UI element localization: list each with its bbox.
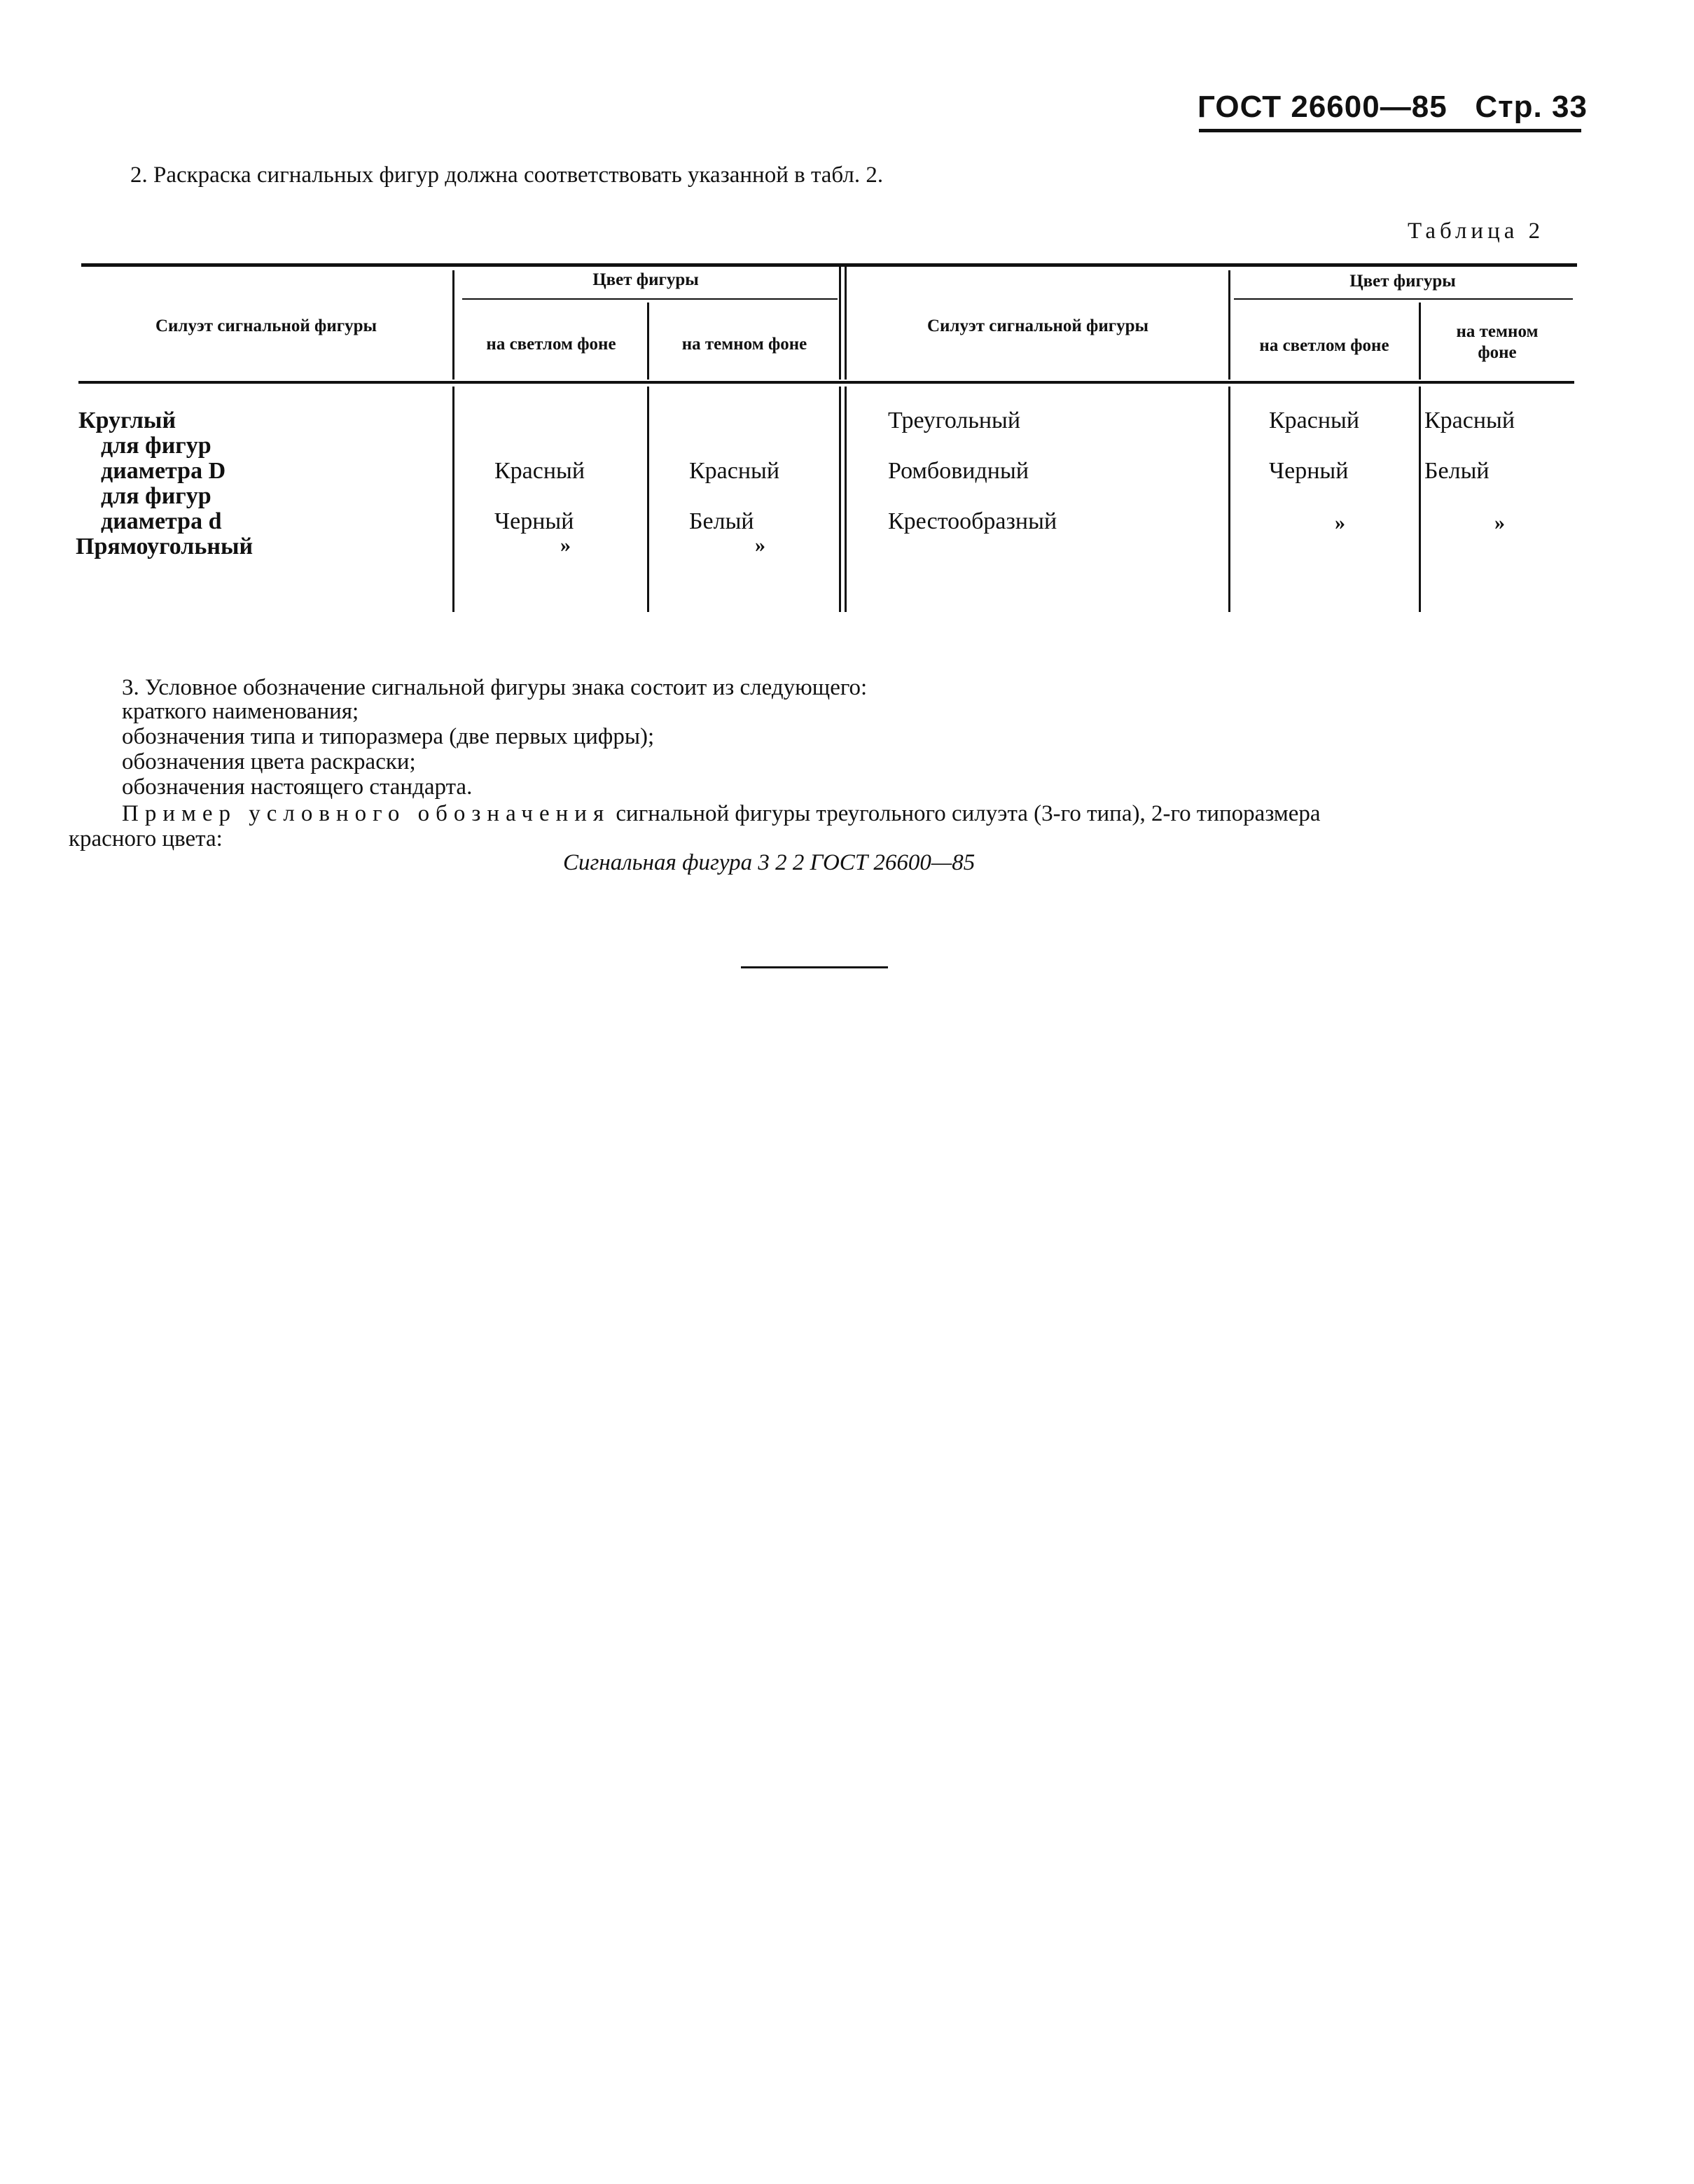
right-light-ditto: »	[1335, 511, 1345, 534]
shape-round-sub: для фигур	[101, 483, 211, 509]
example-continuation: красного цвета:	[69, 826, 223, 851]
vrule	[1228, 270, 1230, 380]
header-light-left: на светлом фоне	[486, 335, 616, 354]
vrule	[452, 387, 454, 612]
left-light-ditto: »	[560, 534, 571, 557]
shape-round-sub: диаметра d	[101, 508, 222, 534]
right-light-color: Красный	[1269, 408, 1360, 433]
example-text: сигнальной фигуры треугольного силуэта (3-го типа), 2-го типоразмера	[610, 801, 1321, 826]
left-dark-color: Белый	[689, 508, 754, 534]
vrule	[839, 387, 841, 612]
left-light-color: Черный	[494, 508, 574, 534]
vrule	[1228, 387, 1230, 612]
header-color-left: Цвет фигуры	[592, 270, 699, 289]
header-light-right: на светлом фоне	[1259, 336, 1389, 355]
shape-round: Круглый	[78, 408, 176, 433]
vrule	[647, 387, 649, 612]
vrule	[1419, 302, 1421, 380]
header-silhouette-left: Силуэт сигнальной фигуры	[155, 317, 377, 335]
list-item: обозначения цвета раскраски;	[122, 749, 416, 774]
header-dark-left: на темном фоне	[681, 335, 807, 354]
vrule	[845, 266, 847, 380]
table-header-rule	[78, 381, 1574, 384]
shape-rhombic: Ромбовидный	[888, 458, 1029, 484]
vrule	[452, 270, 454, 380]
shape-triangular: Треугольный	[888, 408, 1021, 433]
color-header-rule-left	[462, 298, 838, 300]
left-dark-color: Красный	[689, 458, 780, 484]
vrule	[647, 302, 649, 380]
vrule	[1419, 387, 1421, 612]
vrule	[839, 266, 841, 380]
right-dark-color: Белый	[1424, 458, 1490, 484]
right-light-color: Черный	[1269, 458, 1349, 484]
end-rule	[741, 966, 888, 968]
shape-rectangular: Прямоугольный	[76, 534, 254, 559]
right-dark-color: Красный	[1424, 408, 1515, 433]
table-label: Таблица 2	[1408, 218, 1545, 244]
paragraph-3-intro: 3. Условное обозначение сигнальной фигуры знака состоит из следующего:	[122, 675, 868, 700]
header-silhouette-right: Силуэт сигнальной фигуры	[926, 317, 1149, 335]
header-dark-right-line1: на темном	[1456, 322, 1539, 341]
vrule	[845, 387, 847, 612]
left-dark-ditto: »	[755, 534, 765, 557]
example-line	[122, 801, 1321, 827]
shape-cross: Крестообразный	[888, 508, 1057, 534]
example-label: Пример условного обозначения	[122, 801, 611, 826]
table-top-rule	[81, 263, 1577, 267]
designation-example: Сигнальная фигура 3 2 2 ГОСТ 26600—85	[563, 850, 976, 875]
left-light-color: Красный	[494, 458, 585, 484]
list-item: обозначения настоящего стандарта.	[122, 774, 473, 800]
header-color-right: Цвет фигуры	[1349, 272, 1456, 291]
page-header	[1197, 90, 1588, 125]
header-dark-right-line2: фоне	[1478, 343, 1517, 362]
page-number: Стр. 33	[1475, 90, 1588, 124]
color-header-rule-right	[1234, 298, 1573, 300]
shape-round-sub: диаметра D	[101, 458, 226, 484]
doc-number: ГОСТ 26600—85	[1197, 90, 1447, 124]
paragraph-2: 2. Раскраска сигнальных фигур должна соответствовать указанной в табл. 2.	[130, 162, 884, 188]
shape-round-sub: для фигур	[101, 433, 211, 459]
right-dark-ditto: »	[1494, 511, 1505, 534]
list-item: краткого наименования;	[122, 699, 359, 724]
list-item: обозначения типа и типоразмера (две первых цифры);	[122, 724, 655, 749]
header-rule	[1199, 129, 1581, 132]
